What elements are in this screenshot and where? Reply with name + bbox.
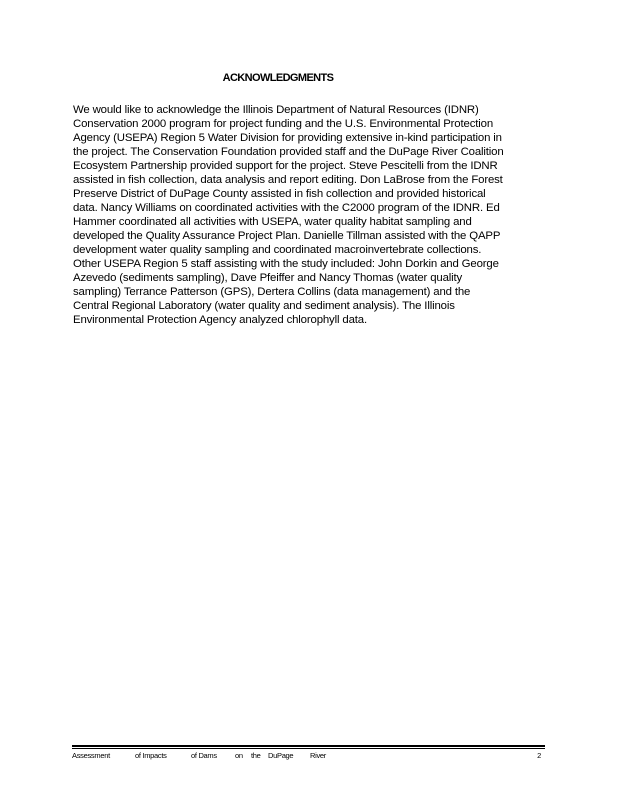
paragraph-line: developed the Quality Assurance Project Plan. Danielle Tillman assisted with the QAPP <box>73 230 501 242</box>
page-number: 2 <box>537 751 541 760</box>
paragraph-line: assisted in fish collection, data analysis and report editing. Don LaBrose from the Forest <box>73 174 503 186</box>
paragraph-line: Agency (USEPA) Region 5 Water Division for providing extensive in-kind participation in <box>73 132 502 144</box>
paragraph-line: sampling) Terrance Patterson (GPS), Dertera Collins (data management) and the <box>73 286 471 298</box>
acknowledgments-paragraph <box>73 103 551 327</box>
footer-divider-thin <box>72 748 545 749</box>
section-heading: ACKNOWLEDGMENTS <box>222 72 334 84</box>
paragraph-line: Hammer coordinated all activities with USEPA, water quality habitat sampling and <box>73 216 472 228</box>
footer-title-word: of Impacts <box>135 751 167 760</box>
footer-title-word: River <box>310 751 327 760</box>
footer-title-word: Assessment <box>72 751 110 760</box>
paragraph-line: Central Regional Laboratory (water quality and sediment analysis). The Illinois <box>73 300 455 312</box>
footer-title-word: of Dams <box>191 751 217 760</box>
paragraph-line: Ecosystem Partnership provided support for the project. Steve Pescitelli from the IDNR <box>73 160 498 172</box>
paragraph-line: the project. The Conservation Foundation provided staff and the DuPage River Coalition <box>73 146 504 158</box>
footer-title-word: on <box>235 751 243 760</box>
footer-title-word: the <box>251 751 261 760</box>
paragraph-line: data. Nancy Williams on coordinated activities with the C2000 program of the IDNR. Ed <box>73 202 500 214</box>
paragraph-line: We would like to acknowledge the Illinois Department of Natural Resources (IDNR) <box>73 104 479 116</box>
paragraph-line: Environmental Protection Agency analyzed chlorophyll data. <box>73 314 367 326</box>
footer-divider <box>72 745 545 747</box>
paragraph-line: Other USEPA Region 5 staff assisting with the study included: John Dorkin and George <box>73 258 499 270</box>
paragraph-line: Azevedo (sediments sampling), Dave Pfeiffer and Nancy Thomas (water quality <box>73 272 463 284</box>
paragraph-line: development water quality sampling and coordinated macroinvertebrate collections. <box>73 244 482 256</box>
paragraph-line: Preserve District of DuPage County assisted in fish collection and provided historical <box>73 188 486 200</box>
paragraph-line: Conservation 2000 program for project funding and the U.S. Environmental Protection <box>73 118 494 130</box>
footer-title-word: DuPage <box>268 751 294 760</box>
